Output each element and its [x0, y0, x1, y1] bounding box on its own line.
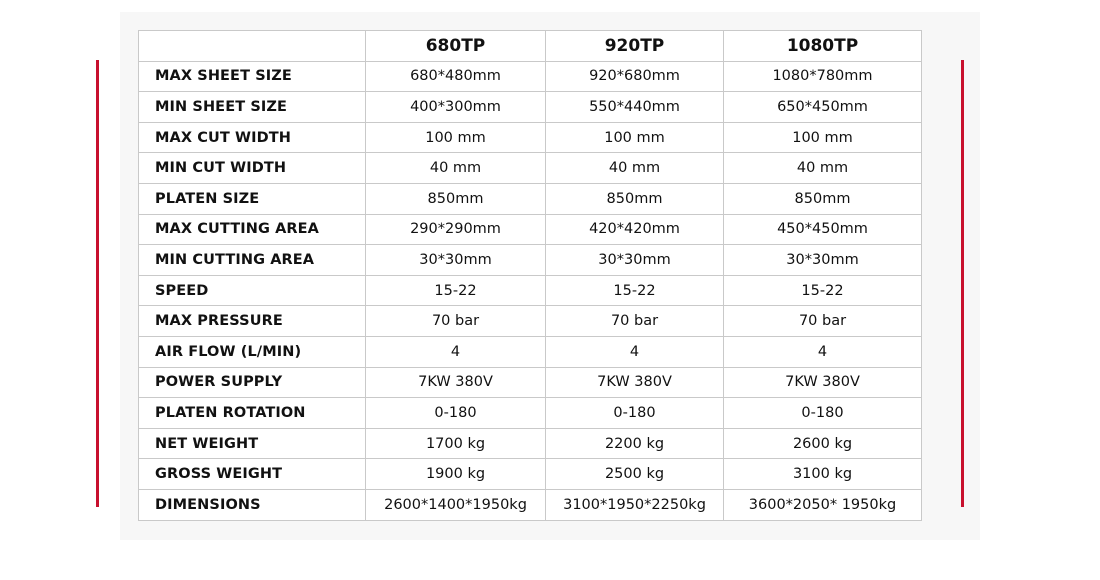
table-cell: 30*30mm [366, 245, 546, 276]
table-cell: 70 bar [724, 306, 922, 337]
row-label: MAX CUTTING AREA [139, 214, 366, 245]
table-cell: 2600 kg [724, 428, 922, 459]
table-cell: 2500 kg [546, 459, 724, 490]
table-cell: 850mm [366, 183, 546, 214]
table-cell: 70 bar [546, 306, 724, 337]
row-label: POWER SUPPLY [139, 367, 366, 398]
table-row [139, 92, 922, 123]
table-row [139, 275, 922, 306]
table-cell: 400*300mm [366, 92, 546, 123]
left-accent-line [96, 60, 99, 507]
table-row [139, 367, 922, 398]
table-cell: 850mm [724, 183, 922, 214]
table-cell: 3600*2050* 1950kg [724, 489, 922, 520]
table-row [139, 336, 922, 367]
spec-table-body [139, 61, 922, 520]
table-row [139, 153, 922, 184]
header-row [139, 31, 922, 62]
header-corner-cell [139, 31, 366, 62]
table-cell: 1900 kg [366, 459, 546, 490]
table-cell: 4 [724, 336, 922, 367]
row-label: PLATEN SIZE [139, 183, 366, 214]
table-row [139, 306, 922, 337]
row-label: GROSS WEIGHT [139, 459, 366, 490]
table-cell: 70 bar [366, 306, 546, 337]
table-row [139, 489, 922, 520]
row-label: SPEED [139, 275, 366, 306]
table-cell: 1700 kg [366, 428, 546, 459]
table-cell: 7KW 380V [724, 367, 922, 398]
table-cell: 40 mm [366, 153, 546, 184]
header-model-680tp: 680TP [366, 31, 546, 62]
table-row [139, 245, 922, 276]
table-cell: 7KW 380V [546, 367, 724, 398]
table-row [139, 459, 922, 490]
table-row [139, 398, 922, 429]
row-label: AIR FLOW (L/MIN) [139, 336, 366, 367]
table-row [139, 61, 922, 92]
table-cell: 30*30mm [724, 245, 922, 276]
table-cell: 15-22 [546, 275, 724, 306]
row-label: NET WEIGHT [139, 428, 366, 459]
table-cell: 100 mm [546, 122, 724, 153]
table-cell: 850mm [546, 183, 724, 214]
header-model-1080tp: 1080TP [724, 31, 922, 62]
table-cell: 100 mm [366, 122, 546, 153]
table-cell: 30*30mm [546, 245, 724, 276]
table-cell: 290*290mm [366, 214, 546, 245]
table-cell: 920*680mm [546, 61, 724, 92]
table-cell: 650*450mm [724, 92, 922, 123]
table-cell: 15-22 [724, 275, 922, 306]
row-label: MAX CUT WIDTH [139, 122, 366, 153]
row-label: MAX PRESSURE [139, 306, 366, 337]
table-row [139, 183, 922, 214]
row-label: MIN CUTTING AREA [139, 245, 366, 276]
table-cell: 4 [546, 336, 724, 367]
table-cell: 40 mm [724, 153, 922, 184]
header-model-920tp: 920TP [546, 31, 724, 62]
table-cell: 550*440mm [546, 92, 724, 123]
table-cell: 15-22 [366, 275, 546, 306]
row-label: MAX SHEET SIZE [139, 61, 366, 92]
table-cell: 1080*780mm [724, 61, 922, 92]
table-cell: 680*480mm [366, 61, 546, 92]
row-label: PLATEN ROTATION [139, 398, 366, 429]
table-cell: 450*450mm [724, 214, 922, 245]
row-label: MIN SHEET SIZE [139, 92, 366, 123]
table-row [139, 214, 922, 245]
table-cell: 3100 kg [724, 459, 922, 490]
table-cell: 40 mm [546, 153, 724, 184]
table-cell: 0-180 [546, 398, 724, 429]
row-label: MIN CUT WIDTH [139, 153, 366, 184]
table-cell: 4 [366, 336, 546, 367]
table-cell: 0-180 [366, 398, 546, 429]
row-label: DIMENSIONS [139, 489, 366, 520]
table-row [139, 122, 922, 153]
spec-table [138, 30, 922, 521]
table-cell: 2600*1400*1950kg [366, 489, 546, 520]
table-cell: 3100*1950*2250kg [546, 489, 724, 520]
table-cell: 0-180 [724, 398, 922, 429]
table-cell: 100 mm [724, 122, 922, 153]
right-accent-line [961, 60, 964, 507]
table-cell: 7KW 380V [366, 367, 546, 398]
table-cell: 2200 kg [546, 428, 724, 459]
table-row [139, 428, 922, 459]
table-cell: 420*420mm [546, 214, 724, 245]
